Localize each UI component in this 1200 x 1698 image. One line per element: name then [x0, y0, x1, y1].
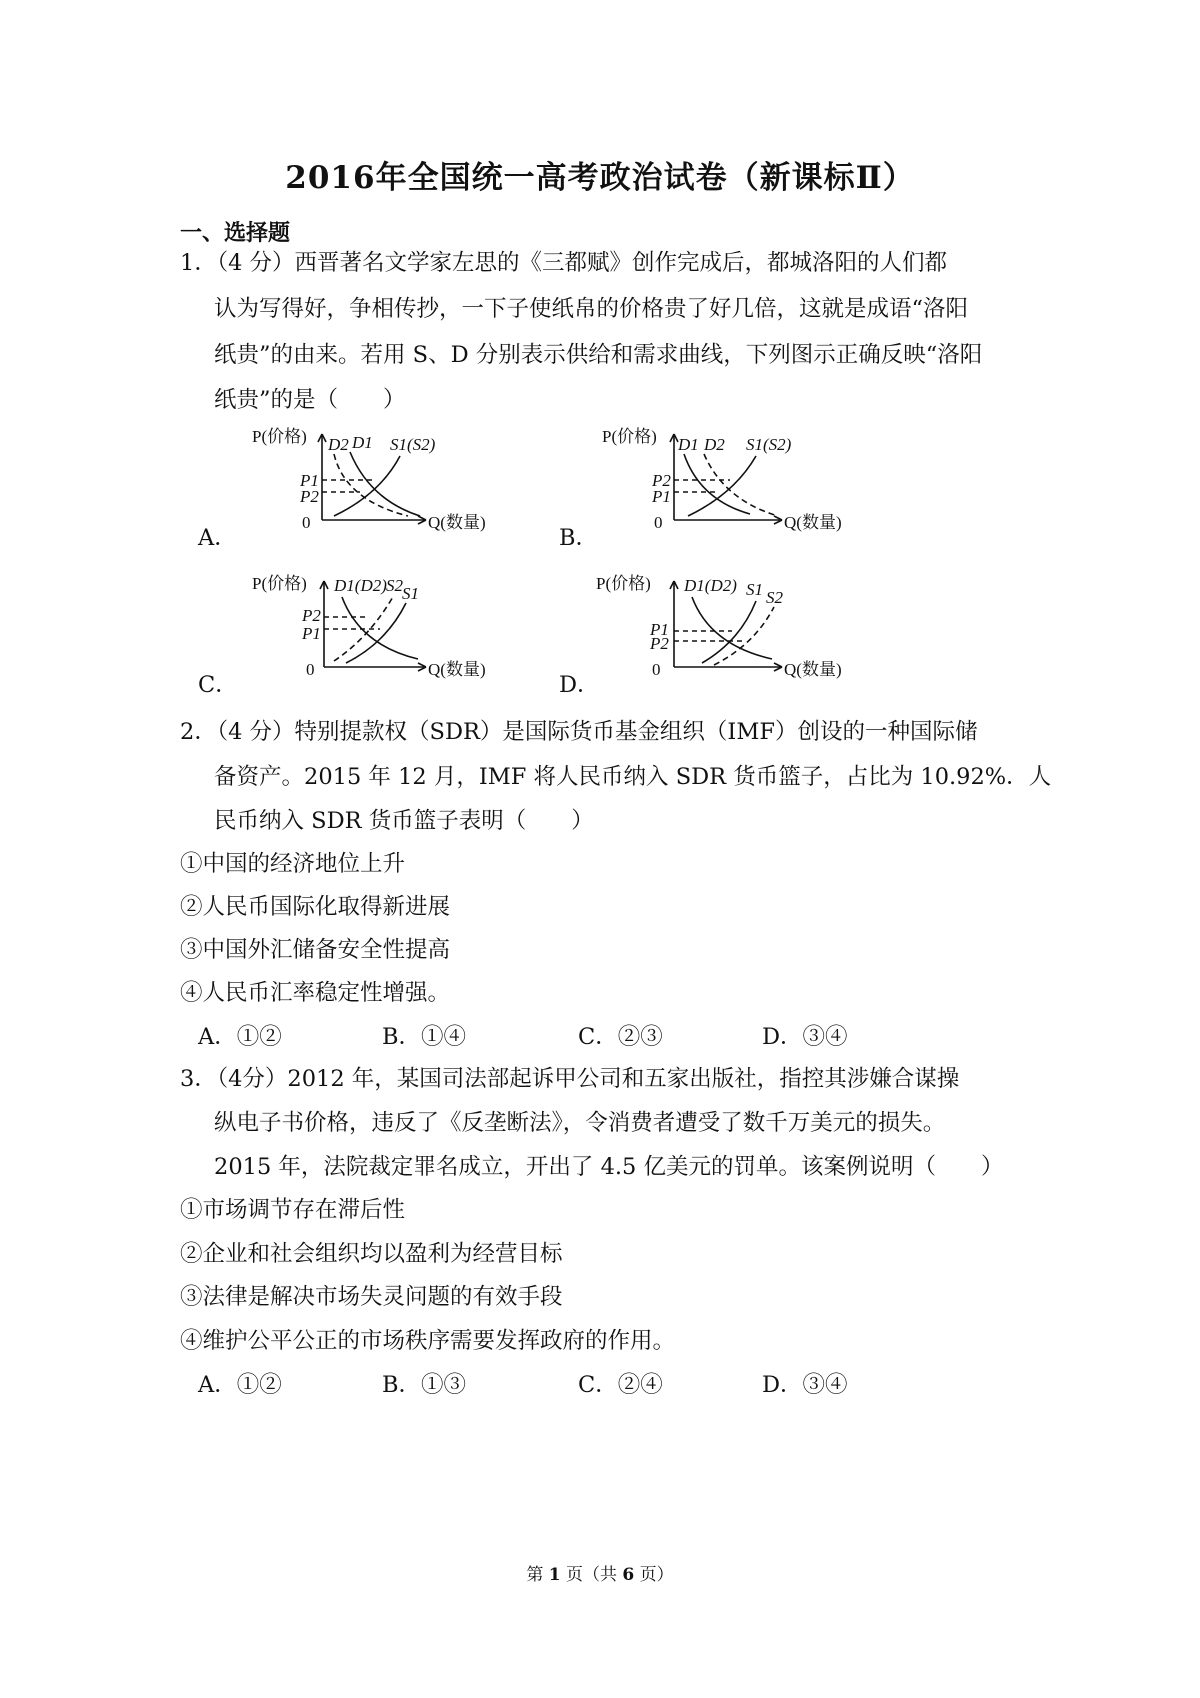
graph-d-s2-line	[714, 607, 774, 665]
option-d-label: D．	[559, 672, 600, 698]
graph-d-price-upper: P1	[650, 620, 669, 639]
graph-b-price-upper: P2	[652, 471, 671, 490]
page-title: 2016年全国统一高考政治试卷（新课标Ⅱ）	[285, 160, 915, 196]
question-2-option-b: B．①④	[382, 1024, 467, 1050]
graph-b-d1-line	[684, 454, 750, 514]
graph-c-d-line	[342, 597, 418, 659]
graph-d	[594, 567, 870, 687]
question-3-option-d: D．③④	[762, 1372, 848, 1398]
question-1-line-3: 纸贵”的由来。若用 S、D 分别表示供给和需求曲线，下列图示正确反映“洛阳	[214, 342, 983, 368]
question-2-statement-1: ①中国的经济地位上升	[180, 851, 406, 877]
graph-c	[250, 567, 520, 687]
option-c-label: C．	[198, 672, 238, 698]
graph-b-curve-s: S1(S2)	[746, 435, 792, 454]
question-3-line-2: 纵电子书价格，违反了《反垄断法》，令消费者遭受了数千万美元的损失。	[214, 1110, 946, 1136]
footer-page-number: 1	[548, 1565, 561, 1585]
question-2-statement-3: ③中国外汇储备安全性提高	[180, 937, 451, 963]
graph-d-curve-d: D1(D2)	[684, 576, 737, 595]
question-2-line-1: 2．（4 分）特别提款权（SDR）是国际货币基金组织（IMF）创设的一种国际储	[180, 719, 978, 745]
graph-d-d-line	[692, 597, 772, 659]
graph-a-d1-line	[350, 452, 420, 516]
option-b-label: B．	[559, 525, 599, 551]
graph-c-price-lower: P1	[302, 624, 321, 643]
graph-b-curve-d2: D2	[704, 435, 725, 454]
graph-d-y-axis-label: P(价格)	[596, 574, 651, 593]
question-3-statement-4: ④维护公平公正的市场秩序需要发挥政府的作用。	[180, 1328, 676, 1354]
graph-b-y-axis-label: P(价格)	[602, 427, 657, 446]
graph-d-price-lower: P2	[650, 634, 669, 653]
graph-a-curve-d1: D1	[352, 433, 373, 452]
question-3-option-b: B．①③	[382, 1372, 467, 1398]
question-3-statement-3: ③法律是解决市场失灵问题的有效手段	[180, 1284, 563, 1310]
graph-b-d2-line	[704, 454, 778, 516]
graph-c-x-axis-label: Q(数量)	[428, 660, 486, 679]
graph-c-y-axis-label: P(价格)	[252, 574, 307, 593]
graph-b-curve-d1: D1	[678, 435, 699, 454]
graph-c-curve-s2: S2	[386, 576, 403, 595]
question-1-line-1: 1．（4 分）西晋著名文学家左思的《三都赋》创作完成后，都城洛阳的人们都	[180, 250, 948, 276]
graph-a-x-axis-label: Q(数量)	[428, 513, 486, 532]
graph-a-s-line	[334, 456, 400, 516]
question-3-statement-1: ①市场调节存在滞后性	[180, 1197, 406, 1223]
graph-d-x-axis-label: Q(数量)	[784, 660, 842, 679]
graph-b-origin: 0	[654, 513, 663, 532]
footer-prefix: 第	[526, 1565, 544, 1585]
question-3-line-3: 2015 年，法院裁定罪名成立，开出了 4.5 亿美元的罚单。该案例说明（ ）	[214, 1154, 1004, 1180]
graph-c-curve-s1: S1	[402, 584, 419, 603]
graph-a-price-lower: P2	[300, 487, 319, 506]
question-3-option-c: C．②④	[578, 1372, 663, 1398]
graph-c-s2-line	[334, 595, 394, 661]
graph-a-origin: 0	[302, 513, 311, 532]
question-2-statement-4: ④人民币汇率稳定性增强。	[180, 980, 451, 1006]
graph-a-price-upper: P1	[300, 471, 319, 490]
graph-c-price-upper: P2	[302, 606, 321, 625]
graph-c-s1-line	[346, 603, 406, 663]
graph-a-curve-d2: D2	[328, 435, 349, 454]
graph-d-origin: 0	[652, 660, 661, 679]
graph-c-origin: 0	[306, 660, 315, 679]
graph-b-price-lower: P1	[652, 487, 671, 506]
question-3-option-a: A．①②	[198, 1372, 282, 1398]
question-2-line-2: 备资产。2015 年 12 月，IMF 将人民币纳入 SDR 货币篮子，占比为 10.92%．人	[214, 764, 1052, 790]
question-1-line-2: 认为写得好，争相传抄，一下子使纸帛的价格贵了好几倍，这就是成语“洛阳	[214, 296, 969, 322]
section-heading: 一、选择题	[180, 220, 291, 246]
graph-b	[600, 420, 870, 540]
page-footer	[0, 1560, 1200, 1585]
graph-a-curve-s: S1(S2)	[390, 435, 436, 454]
graph-d-s1-line	[702, 601, 756, 663]
graph-d-curve-s1: S1	[746, 580, 763, 599]
question-3-statement-2: ②企业和社会组织均以盈利为经营目标	[180, 1241, 563, 1267]
question-2-statement-2: ②人民币国际化取得新进展	[180, 894, 451, 920]
question-2-option-d: D．③④	[762, 1024, 848, 1050]
question-2-option-a: A．①②	[198, 1024, 282, 1050]
question-2-line-3: 民币纳入 SDR 货币篮子表明（ ）	[214, 808, 594, 834]
footer-suffix: 页）	[639, 1565, 674, 1585]
graph-c-curve-d: D1(D2)	[334, 576, 387, 595]
question-3-line-1: 3．（4分）2012 年，某国司法部起诉甲公司和五家出版社，指控其涉嫌合谋操	[180, 1066, 960, 1092]
graph-b-s-line	[688, 456, 756, 516]
graph-a	[250, 420, 520, 540]
graph-d-curve-s2: S2	[766, 588, 783, 607]
footer-total-pages: 6	[622, 1565, 635, 1585]
graph-a-y-axis-label: P(价格)	[252, 427, 307, 446]
footer-middle: 页（共	[566, 1565, 617, 1585]
question-2-option-c: C．②③	[578, 1024, 663, 1050]
graph-b-x-axis-label: Q(数量)	[784, 513, 842, 532]
question-1-line-4: 纸贵”的是（ ）	[214, 387, 406, 413]
option-a-label: A．	[198, 525, 237, 551]
